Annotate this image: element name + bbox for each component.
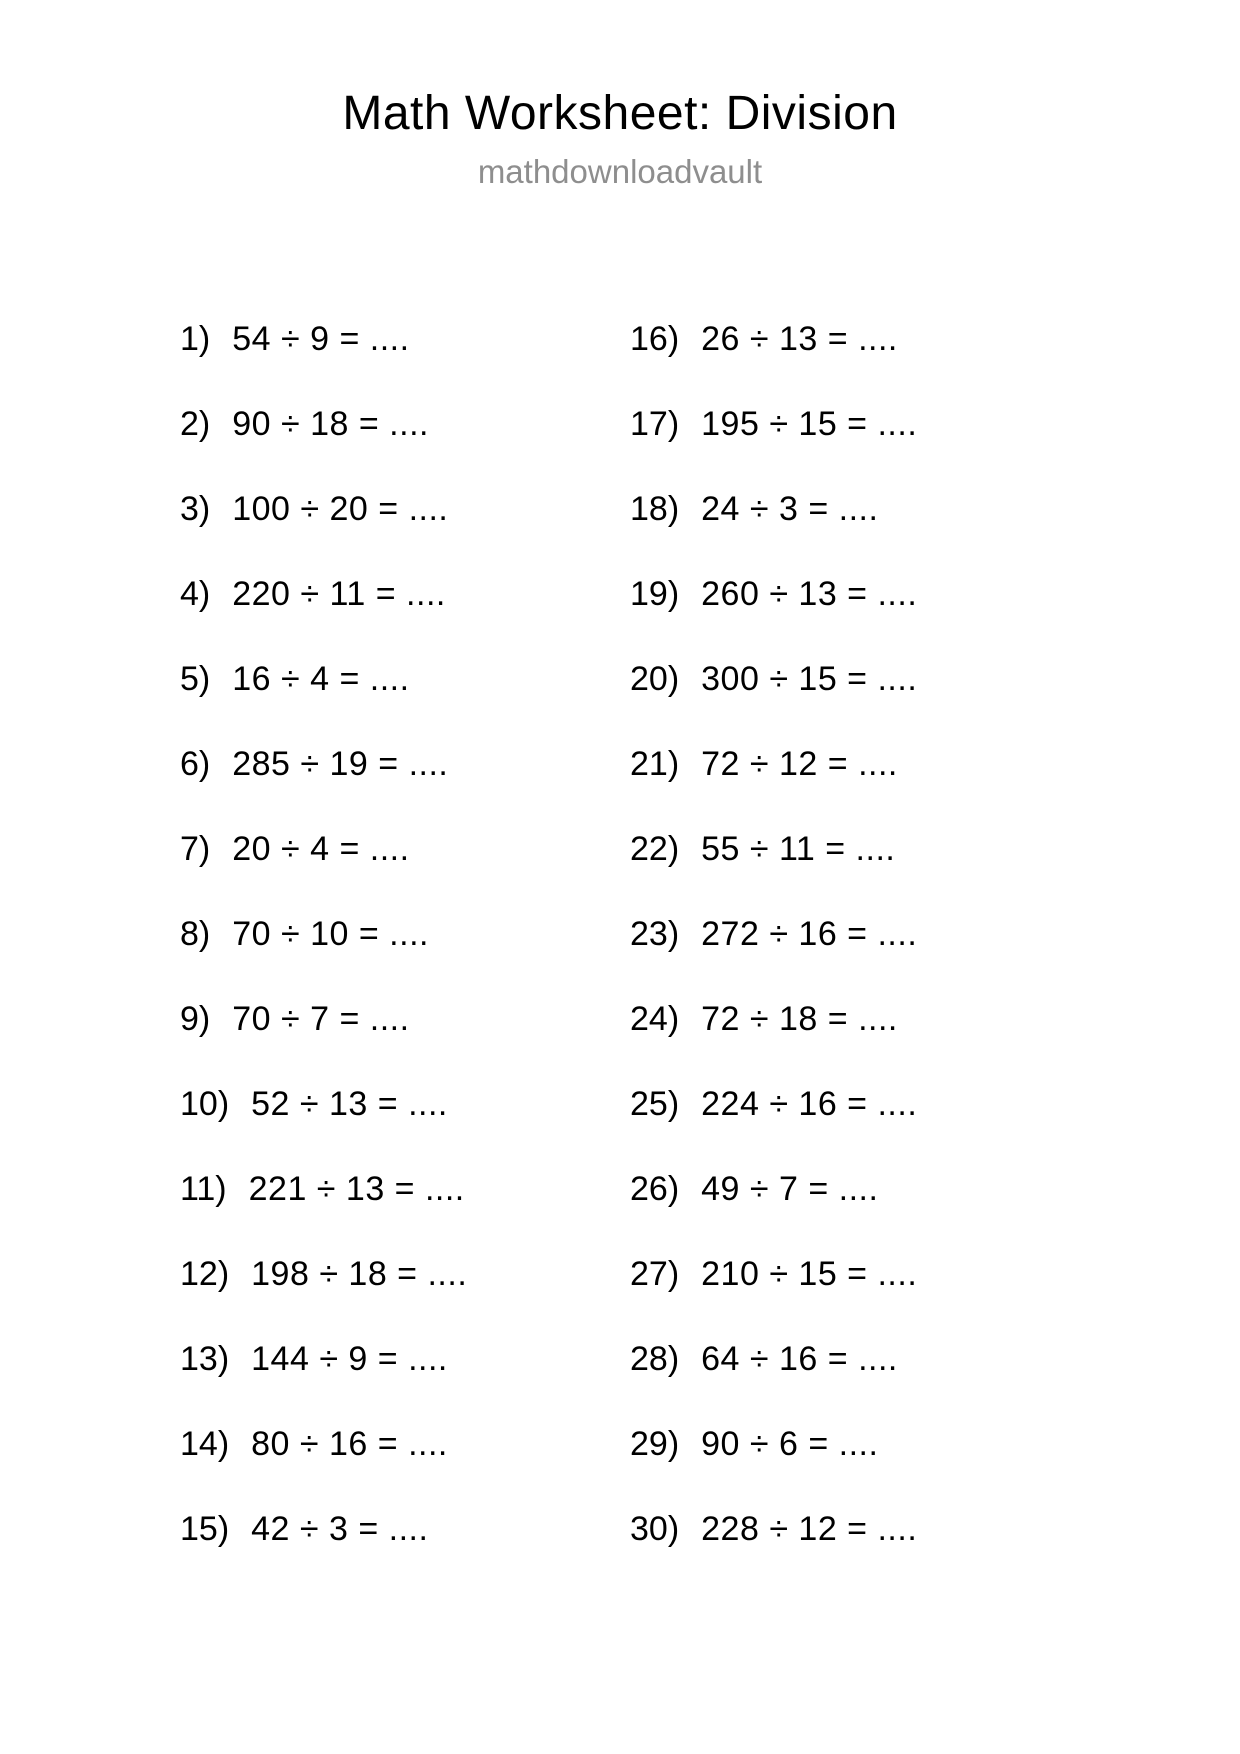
problem-expression: 300 ÷ 15 = .... [701,660,918,698]
problem-row [180,404,630,444]
problem-row [630,404,1190,444]
problem-expression: 64 ÷ 16 = .... [701,1340,898,1378]
problem-expression: 90 ÷ 6 = .... [701,1425,879,1463]
problem-expression: 210 ÷ 15 = .... [701,1255,918,1293]
problem-number: 13) [180,1340,230,1378]
problem-row [180,574,630,614]
problem-number: 23) [630,915,680,953]
problem-number: 27) [630,1255,680,1293]
problem-row [630,914,1190,954]
problem-expression: 70 ÷ 10 = .... [232,915,429,953]
problem-row [180,1084,630,1124]
problem-row [180,489,630,529]
problem-expression: 90 ÷ 18 = .... [232,405,429,443]
problem-row [630,319,1190,359]
problem-number: 1) [180,320,211,358]
problem-expression: 49 ÷ 7 = .... [701,1170,879,1208]
problem-number: 26) [630,1170,680,1208]
problem-number: 25) [630,1085,680,1123]
problem-number: 9) [180,1000,211,1038]
problem-number: 16) [630,320,680,358]
problem-row [630,829,1190,869]
problem-expression: 52 ÷ 13 = .... [251,1085,448,1123]
problem-expression: 285 ÷ 19 = .... [232,745,449,783]
problem-expression: 20 ÷ 4 = .... [232,830,410,868]
problem-expression: 72 ÷ 12 = .... [701,745,898,783]
problem-row [180,1509,630,1549]
problem-expression: 26 ÷ 13 = .... [701,320,898,358]
problem-number: 5) [180,660,211,698]
problem-row [180,1424,630,1464]
problem-expression: 144 ÷ 9 = .... [251,1340,448,1378]
problem-number: 7) [180,830,211,868]
problem-expression: 24 ÷ 3 = .... [701,490,879,528]
problems-column-left [180,319,630,1594]
page-subtitle: mathdownloadvault [477,153,763,190]
problem-number: 17) [630,405,680,443]
problem-row [630,744,1190,784]
problem-number: 24) [630,1000,680,1038]
problem-number: 18) [630,490,680,528]
problem-number: 21) [630,745,680,783]
problem-row [180,744,630,784]
problem-number: 20) [630,660,680,698]
problem-row [630,1509,1190,1549]
problem-number: 12) [180,1255,230,1293]
problem-row [180,659,630,699]
problem-number: 3) [180,490,211,528]
worksheet-header [0,0,1240,191]
problem-row [630,999,1190,1039]
problem-number: 14) [180,1425,230,1463]
problem-row [180,1339,630,1379]
problem-number: 29) [630,1425,680,1463]
problem-number: 6) [180,745,211,783]
problem-number: 8) [180,915,211,953]
problem-row [630,574,1190,614]
problem-row [630,1084,1190,1124]
problem-expression: 72 ÷ 18 = .... [701,1000,898,1038]
problem-expression: 260 ÷ 13 = .... [701,575,918,613]
problem-row [180,1254,630,1294]
problem-row [630,1254,1190,1294]
problem-number: 2) [180,405,211,443]
problem-number: 30) [630,1510,680,1548]
problem-row [630,1169,1190,1209]
problem-expression: 228 ÷ 12 = .... [701,1510,918,1548]
problem-expression: 100 ÷ 20 = .... [232,490,449,528]
problem-number: 10) [180,1085,230,1123]
problem-row [630,1424,1190,1464]
problem-expression: 55 ÷ 11 = .... [701,830,896,868]
problem-number: 28) [630,1340,680,1378]
problem-expression: 54 ÷ 9 = .... [232,320,410,358]
problem-expression: 224 ÷ 16 = .... [701,1085,918,1123]
problem-expression: 220 ÷ 11 = .... [232,575,446,613]
problems-column-right [630,319,1190,1594]
problem-expression: 70 ÷ 7 = .... [232,1000,410,1038]
problem-number: 11) [180,1170,227,1208]
problem-row [630,1339,1190,1379]
problem-row [180,1169,630,1209]
problem-expression: 80 ÷ 16 = .... [251,1425,448,1463]
problem-expression: 272 ÷ 16 = .... [701,915,918,953]
problem-row [630,489,1190,529]
problem-number: 15) [180,1510,230,1548]
problem-expression: 195 ÷ 15 = .... [701,405,918,443]
problem-row [180,999,630,1039]
problems-area [0,319,1240,1594]
problem-row [180,829,630,869]
problem-expression: 198 ÷ 18 = .... [251,1255,468,1293]
problem-number: 19) [630,575,680,613]
problem-expression: 221 ÷ 13 = .... [248,1170,465,1208]
problem-number: 22) [630,830,680,868]
problem-number: 4) [180,575,211,613]
problem-row [180,319,630,359]
problem-row [180,914,630,954]
page-title: Math Worksheet: Division [342,87,898,140]
problem-expression: 42 ÷ 3 = .... [251,1510,429,1548]
problem-row [630,659,1190,699]
problem-expression: 16 ÷ 4 = .... [232,660,410,698]
